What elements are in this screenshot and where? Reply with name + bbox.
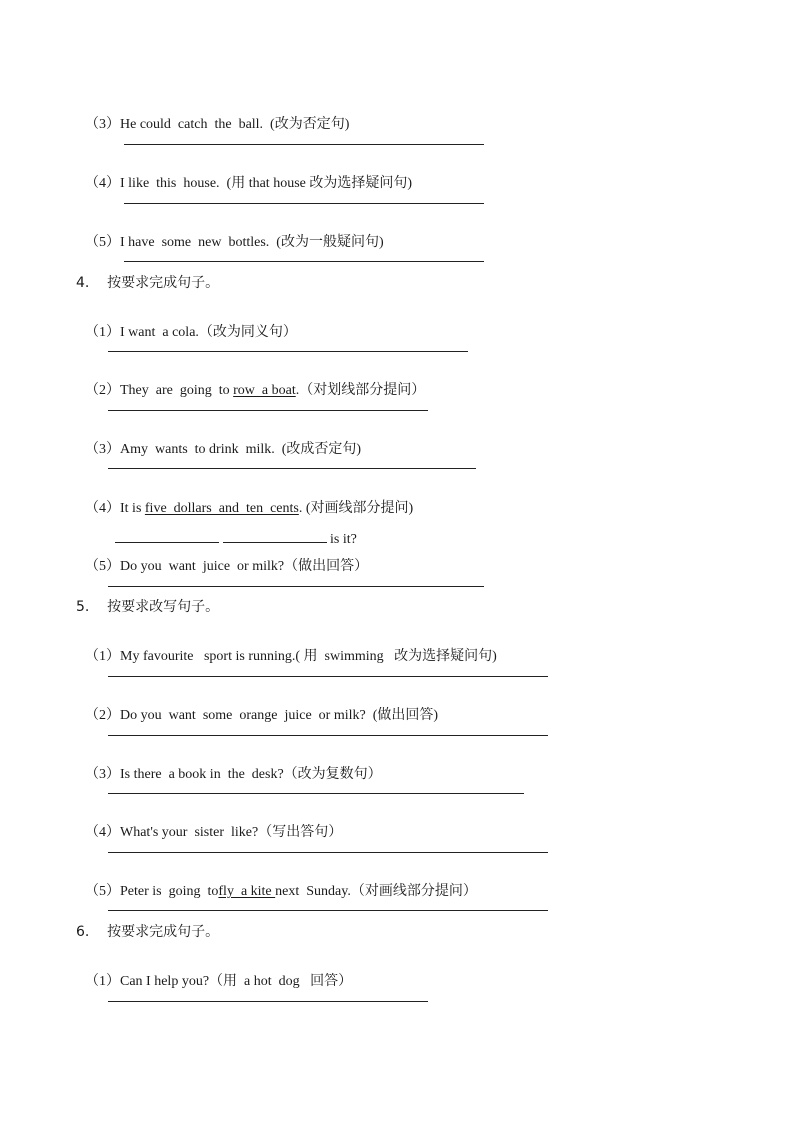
item-text: Do you want some orange juice or milk? (做出回答) xyxy=(120,708,439,723)
item-number: （2） xyxy=(85,383,120,398)
item-text: I like this house. (用 that house 改为选择疑问句) xyxy=(120,176,413,191)
q3-item-3 xyxy=(78,98,349,134)
item-number: （1） xyxy=(85,325,120,340)
q5-heading: 5. 按要求改写句子。 xyxy=(76,599,220,615)
answer-line[interactable] xyxy=(108,468,476,469)
q5-item-3 xyxy=(78,748,382,784)
q4-item-3 xyxy=(78,423,361,459)
item-text-before: They are going to xyxy=(120,383,234,398)
underlined-phrase: five dollars and ten cents xyxy=(144,501,299,516)
q4-item-2 xyxy=(78,364,425,400)
answer-line[interactable] xyxy=(108,735,548,736)
answer-line[interactable] xyxy=(124,144,484,145)
item-text: I have some new bottles. (改为一般疑问句) xyxy=(120,235,384,250)
item-number: （3） xyxy=(85,442,120,457)
item-text-before: It is xyxy=(120,501,145,516)
item-text: I want a cola.（改为同义句） xyxy=(120,325,297,340)
q5-item-2 xyxy=(78,689,438,725)
underlined-phrase: row a boat xyxy=(233,383,296,398)
q3-item-5 xyxy=(78,216,384,252)
item-number: （4） xyxy=(85,501,120,516)
item-text-after: . (对画线部分提问) xyxy=(298,501,414,516)
item-number: （1） xyxy=(85,974,120,989)
q4-heading: 4. 按要求完成句子。 xyxy=(76,275,220,291)
q5-item-5 xyxy=(78,865,477,901)
answer-line[interactable] xyxy=(108,676,548,677)
item-text: Do you want juice or milk?（做出回答） xyxy=(120,559,369,574)
answer-line[interactable] xyxy=(108,852,548,853)
underlined-phrase: fly a kite xyxy=(218,884,276,899)
item-text-after: .（对划线部分提问） xyxy=(295,383,426,398)
item-number: （4） xyxy=(85,825,120,840)
item-number: （5） xyxy=(85,884,120,899)
item-text: What's your sister like?（写出答句） xyxy=(120,825,343,840)
q3-item-4 xyxy=(78,157,412,193)
item-number: （3） xyxy=(85,117,120,132)
answer-line[interactable] xyxy=(108,793,524,794)
item-number: （3） xyxy=(85,767,120,782)
answer-line[interactable] xyxy=(108,910,548,911)
answer-line[interactable] xyxy=(108,1001,428,1002)
q4-item-5 xyxy=(78,540,368,576)
q4-item-1 xyxy=(78,306,297,342)
q6-item-1 xyxy=(78,955,352,991)
q6-heading: 6. 按要求完成句子。 xyxy=(76,924,220,940)
item-number: （4） xyxy=(85,176,120,191)
answer-line[interactable] xyxy=(108,586,484,587)
item-number: （5） xyxy=(85,559,120,574)
q5-item-4 xyxy=(78,806,342,842)
item-number: （2） xyxy=(85,708,120,723)
q5-item-1 xyxy=(78,630,497,666)
answer-line[interactable] xyxy=(124,203,484,204)
answer-line[interactable] xyxy=(124,261,484,262)
item-text-before: Peter is going to xyxy=(120,884,219,899)
answer-line[interactable] xyxy=(108,410,428,411)
item-text: Is there a book in the desk?（改为复数句） xyxy=(120,767,382,782)
answer-line[interactable] xyxy=(108,351,468,352)
item-text: Can I help you?（用 a hot dog 回答） xyxy=(120,974,353,989)
tail-text: is it? xyxy=(330,532,357,547)
item-number: （1） xyxy=(85,649,120,664)
item-text: He could catch the ball. (改为否定句) xyxy=(120,117,350,132)
item-text-after: next Sunday.（对画线部分提问） xyxy=(275,884,477,899)
item-number: （5） xyxy=(85,235,120,250)
item-text: Amy wants to drink milk. (改成否定句) xyxy=(120,442,362,457)
item-text: My favourite sport is running.( 用 swimming 改为选择疑问句) xyxy=(120,649,497,664)
